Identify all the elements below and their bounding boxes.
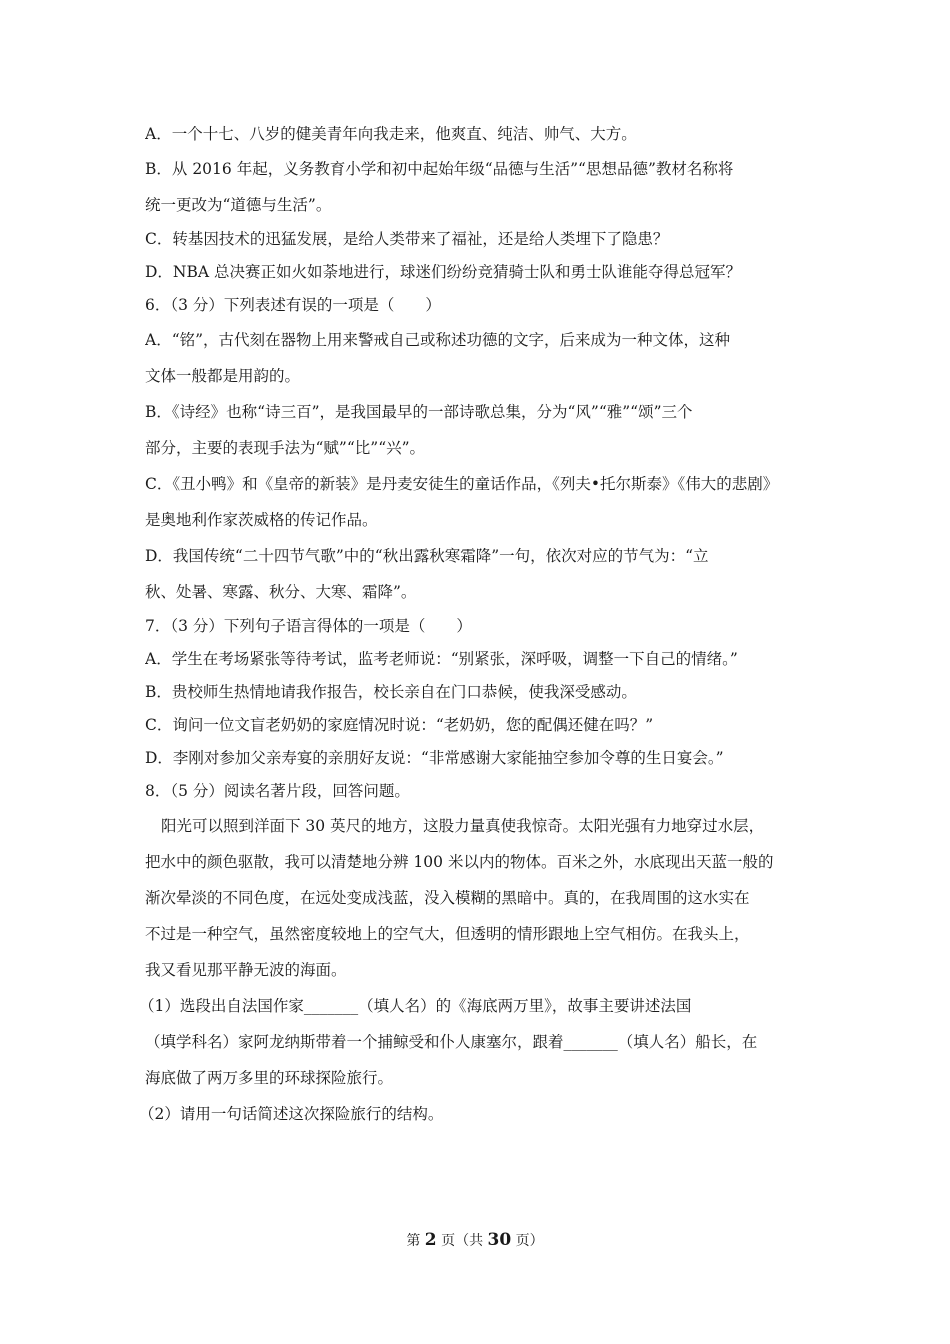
passage-line-3: 渐次晕淡的不同色度，在远处变成浅蓝，没入模糊的黑暗中。真的，在我周围的这水实在 [145,889,750,907]
page-content [139,118,811,1132]
option-6d-line1: D．我国传统“二十四节气歌”中的“秋出露秋寒霜降”一句，依次对应的节气为：“立 [145,547,709,565]
option-5c: C．转基因技术的迅猛发展，是给人类带来了福祉，还是给人类埋下了隐患？ [145,230,669,248]
option-6d-line2: 秋、处暑、寒露、秋分、大寒、霜降”。 [145,583,417,601]
option-7d: D．李刚对参加父亲寿宴的亲朋好友说：“非常感谢大家能抽空参加令尊的生日宴会。” [145,749,724,767]
option-5d: D．NBA 总决赛正如火如荼地进行，球迷们纷纷竞猜骑士队和勇士队谁能夺得总冠军？ [145,263,742,281]
option-6c-line1: C．《丑小鸭》和《皇帝的新装》是丹麦安徒生的童话作品，《列夫•托尔斯泰》《伟大的悲剧》 [145,475,779,493]
passage-line-2: 把水中的颜色驱散，我可以清楚地分辨 100 米以内的物体。百米之外，水底现出天蓝一般的 [145,853,774,871]
option-6b-line1: B．《诗经》也称“诗三百”，是我国最早的一部诗歌总集，分为“风”“雅”“颂”三个 [145,403,693,421]
footer-total-pages: 30 [487,1230,512,1250]
question-8: 8．（5 分）阅读名著片段，回答问题。 [145,782,410,800]
option-6c-line2: 是奥地利作家茨威格的传记作品。 [145,511,378,529]
option-5b-line1: B．从 2016 年起，义务教育小学和初中起始年级“品德与生活”“思想品德”教材名称将 [145,160,734,178]
option-7b: B．贵校师生热情地请我作报告，校长亲自在门口恭候，使我深受感动。 [145,683,637,701]
question-6: 6．（3 分）下列表述有误的一项是（ ） [145,296,441,314]
passage-line-1: 阳光可以照到洋面下 30 英尺的地方，这股力量真使我惊奇。太阳光强有力地穿过水层， [161,817,765,835]
sub-question-1-line3: 海底做了两万多里的环球探险旅行。 [145,1069,394,1087]
question-7: 7．（3 分）下列句子语言得体的一项是（ ） [145,617,472,635]
footer-page-number: 2 [424,1230,437,1250]
page-footer [0,1228,950,1253]
option-5b-line2: 统一更改为“道德与生活”。 [145,196,332,214]
footer-prefix: 第 [406,1233,421,1249]
option-5a: A．一个十七、八岁的健美青年向我走来，他爽直、纯洁、帅气、大方。 [145,125,637,143]
option-6a-line2: 文体一般都是用韵的。 [145,367,301,385]
footer-middle: 页（共 [441,1233,484,1249]
option-7a: A．学生在考场紧张等待考试，监考老师说：“别紧张，深呼吸，调整一下自己的情绪。” [145,650,738,668]
sub-question-2: （2）请用一句话简述这次探险旅行的结构。 [139,1105,444,1123]
passage-line-4: 不过是一种空气，虽然密度较地上的空气大，但透明的情形跟地上空气相仿。在我头上， [145,925,750,943]
sub-question-1-line1: （1）选段出自法国作家_______（填人名）的《海底两万里》，故事主要讲述法国 [139,997,692,1015]
option-6a-line1: A．“铭”，古代刻在器物上用来警戒自己或称述功德的文字，后来成为一种文体，这种 [145,331,731,349]
option-6b-line2: 部分，主要的表现手法为“赋”“比”“兴”。 [145,439,426,457]
option-7c: C．询问一位文盲老奶奶的家庭情况时说：“老奶奶，您的配偶还健在吗？” [145,716,654,734]
footer-suffix: 页） [515,1233,544,1249]
sub-question-1-line2: （填学科名）家阿龙纳斯带着一个捕鲸受和仆人康塞尔，跟着_______（填人名）船长，在 [145,1033,758,1051]
passage-line-5: 我又看见那平静无波的海面。 [145,961,347,979]
